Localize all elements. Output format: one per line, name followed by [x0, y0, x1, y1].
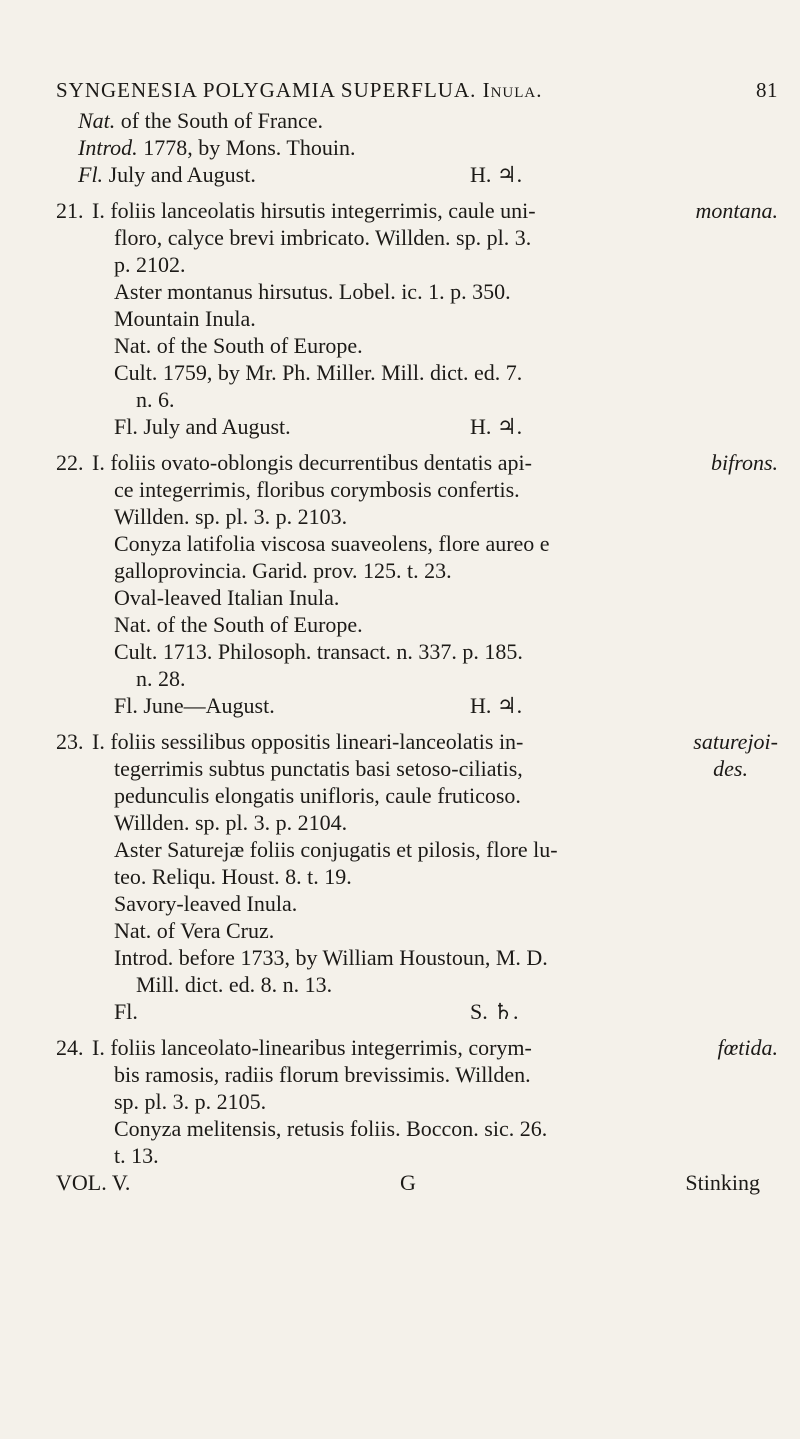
- entry-line: Nat. of the South of Europe.: [114, 333, 363, 358]
- entry-line: n. 28.: [136, 666, 186, 691]
- entry-line: Fl.: [114, 999, 138, 1024]
- top-introd-text: 1778, by Mons. Thouin.: [143, 135, 356, 160]
- entry-line: galloprovincia. Garid. prov. 125. t. 23.: [114, 558, 452, 583]
- entry-line: Nat. of the South of Europe.: [114, 612, 363, 637]
- entry-line: Fl. July and August.: [114, 414, 291, 439]
- page-number: 81: [756, 78, 778, 102]
- entry-line: t. 13.: [114, 1143, 159, 1168]
- entry-number: 24.: [56, 1035, 84, 1060]
- entry-line: p. 2102.: [114, 252, 186, 277]
- entry-line: Savory-leaved Inula.: [114, 891, 298, 916]
- entry-line: Cult. 1759, by Mr. Ph. Miller. Mill. dict. ed. 7.: [114, 360, 523, 385]
- entry-line: Conyza latifolia viscosa suaveolens, flore aureo e: [114, 531, 550, 556]
- entry-line: Willden. sp. pl. 3. p. 2104.: [114, 810, 348, 835]
- catchword: Stinking: [685, 1170, 760, 1195]
- top-fl: Fl. July and August.: [78, 162, 256, 187]
- species-name: fœtida.: [717, 1035, 778, 1060]
- entry-line: Conyza melitensis, retusis foliis. Boccon. sic. 26.: [114, 1116, 548, 1141]
- entry-line: Aster Saturejæ foliis conjugatis et pilosis, flore lu-: [114, 837, 558, 862]
- top-hardiness: H. ♃.: [470, 162, 523, 187]
- top-nat-text: of the South of France.: [120, 108, 324, 133]
- entry-line: pedunculis elongatis unifloris, caule fruticoso.: [114, 783, 521, 808]
- species-name: bifrons.: [710, 450, 778, 475]
- hardiness: H. ♃.: [470, 414, 523, 439]
- species-name: montana.: [695, 198, 778, 223]
- entry-number: 22.: [56, 450, 84, 475]
- entry-line: I. foliis lanceolato-linearibus integerrimis, corym-: [92, 1035, 532, 1060]
- entry-line: Cult. 1713. Philosoph. transact. n. 337. p. 185.: [114, 639, 523, 664]
- entry-line: Willden. sp. pl. 3. p. 2103.: [114, 504, 348, 529]
- volume-mark: VOL. V.: [56, 1170, 131, 1195]
- entry-number: 23.: [56, 729, 84, 754]
- entry-line: Introd. before 1733, by William Houstoun, M. D.: [114, 945, 548, 970]
- page-header: [56, 78, 778, 103]
- hardiness: H. ♃.: [470, 693, 523, 718]
- entry-line: teo. Reliqu. Houst. 8. t. 19.: [114, 864, 352, 889]
- running-title: SYNGENESIA POLYGAMIA SUPERFLUA. Inula.: [56, 78, 543, 102]
- entry-line: bis ramosis, radiis florum brevissimis. Willden.: [114, 1062, 531, 1087]
- entry-line: floro, calyce brevi imbricato. Willden. sp. pl. 3.: [114, 225, 532, 250]
- entry-line: sp. pl. 3. p. 2105.: [114, 1089, 267, 1114]
- entry-line: I. foliis sessilibus oppositis lineari-lanceolatis in-: [92, 729, 524, 754]
- hardiness: S. ♄.: [470, 999, 519, 1024]
- species-name-continued: des.: [713, 756, 748, 781]
- entry-line: Fl. June—August.: [114, 693, 275, 718]
- entry-line: I. foliis lanceolatis hirsutis integerrimis, caule uni-: [92, 198, 536, 223]
- entry-line: Nat. of Vera Cruz.: [114, 918, 275, 943]
- entry-line: I. foliis ovato-oblongis decurrentibus dentatis api-: [92, 450, 532, 475]
- entry-line: n. 6.: [136, 387, 175, 412]
- entry-line: Oval-leaved Italian Inula.: [114, 585, 340, 610]
- entry-line: Mill. dict. ed. 8. n. 13.: [136, 972, 333, 997]
- signature-mark: G: [399, 1170, 416, 1195]
- entry-line: ce integerrimis, floribus corymbosis confertis.: [114, 477, 520, 502]
- species-name: saturejoi-: [693, 729, 778, 754]
- top-nat: Nat. of the South of France.: [78, 108, 324, 133]
- entry-number: 21.: [56, 198, 84, 223]
- top-fl-text: July and August.: [108, 162, 256, 187]
- entry-line: Aster montanus hirsutus. Lobel. ic. 1. p. 350.: [114, 279, 511, 304]
- entry-line: Mountain Inula.: [114, 306, 256, 331]
- entry-line: tegerrimis subtus punctatis basi setoso-ciliatis,: [114, 756, 523, 781]
- page-footer: [56, 1170, 760, 1196]
- top-introd: Introd. 1778, by Mons. Thouin.: [78, 135, 356, 160]
